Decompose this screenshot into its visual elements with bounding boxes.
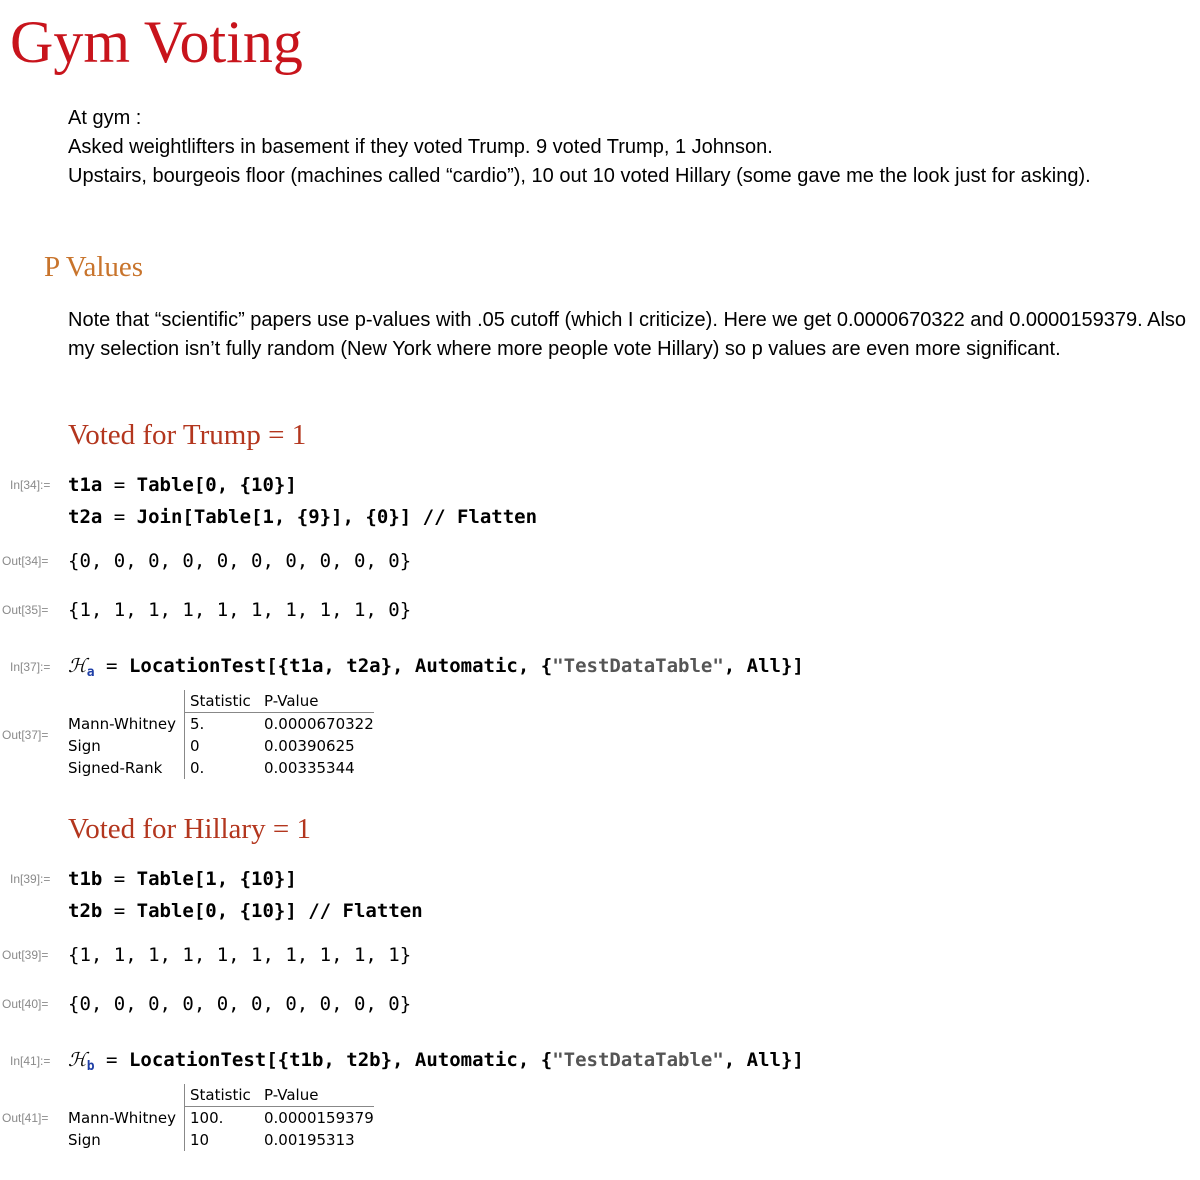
cell-label-out37: Out[37]= <box>2 728 49 742</box>
cell-label-in34: In[34]:= <box>10 478 51 492</box>
column-header-statistic: Statistic <box>185 1084 257 1107</box>
hypothesis-subscript: b <box>86 1059 95 1074</box>
hypothesis-symbol: ℋ <box>68 655 87 677</box>
cell-label-in41: In[41]:= <box>10 1054 51 1068</box>
table-header-row <box>68 690 374 713</box>
cell-label-out40: Out[40]= <box>2 997 49 1011</box>
cell-label-out41: Out[41]= <box>2 1111 49 1125</box>
statistic-value: 5. <box>185 713 257 736</box>
notebook-title: Gym Voting <box>10 9 303 75</box>
input-cell-in37[interactable] <box>68 653 804 686</box>
p-value: 0.00195313 <box>264 1131 355 1149</box>
table-row <box>68 757 374 779</box>
input-cell-in34-line1[interactable] <box>68 472 297 498</box>
intro-line-1: At gym : <box>68 107 142 129</box>
input-cell-in39-line1[interactable] <box>68 866 297 892</box>
cell-label-out39: Out[39]= <box>2 948 49 962</box>
p-value: 0.0000159379 <box>264 1109 374 1127</box>
code-string: "TestDataTable" <box>552 655 724 677</box>
subsection-heading-hillary: Voted for Hillary = 1 <box>68 813 311 845</box>
p-value: 0.00335344 <box>264 759 355 777</box>
code-call-end: , All}] <box>723 1049 804 1071</box>
p-value: 0.0000670322 <box>264 715 374 733</box>
test-name: Mann-Whitney <box>68 714 176 733</box>
cell-label-in37: In[37]:= <box>10 660 51 674</box>
statistic-value: 0 <box>185 735 257 757</box>
table-header-row <box>68 1084 374 1107</box>
statistic-value: 10 <box>185 1129 257 1151</box>
test-name: Sign <box>68 1131 101 1149</box>
intro-line-3: Upstairs, bourgeois floor (machines called “cardio”), 10 out 10 voted Hillary (some gave me the look just for asking). <box>68 165 1091 187</box>
code-lhs: t1a <box>68 474 103 496</box>
hypothesis-symbol: ℋ <box>68 1049 87 1071</box>
statistic-value: 0. <box>185 757 257 779</box>
intro-line-2: Asked weightlifters in basement if they voted Trump. 9 voted Trump, 1 Johnson. <box>68 136 773 158</box>
table-row <box>68 1107 374 1130</box>
column-header-statistic: Statistic <box>185 690 257 713</box>
hypothesis-subscript: a <box>86 665 95 680</box>
code-eq: = <box>102 900 137 922</box>
code-eq: = <box>102 506 137 528</box>
table-corner <box>68 690 185 713</box>
code-call-end: , All}] <box>723 655 804 677</box>
table-row <box>68 1129 374 1151</box>
code-eq: = <box>94 1049 129 1071</box>
column-header-p-value: P-Value <box>256 690 374 713</box>
code-lhs: t1b <box>68 868 103 890</box>
cell-label-out35: Out[35]= <box>2 603 49 617</box>
code-rhs: Join[Table[1, {9}], {0}] // Flatten <box>136 506 538 528</box>
code-string: "TestDataTable" <box>552 1049 724 1071</box>
statistic-value: 100. <box>185 1107 257 1130</box>
code-call: LocationTest[{t1b, t2b}, Automatic, { <box>128 1049 553 1071</box>
table-corner <box>68 1084 185 1107</box>
code-rhs: Table[0, {10}] // Flatten <box>136 900 423 922</box>
cell-label-out34: Out[34]= <box>2 554 49 568</box>
code-eq: = <box>102 474 137 496</box>
code-rhs: Table[0, {10}] <box>136 474 297 496</box>
p-values-text: Note that “scientific” papers use p-values with .05 cutoff (which I criticize). Here we get 0.0000670322 and 0.0000159379. Also my selection isn’t fully random (New York where more people vote Hillary) so p values are even more significant. <box>68 309 1187 360</box>
code-call: LocationTest[{t1a, t2a}, Automatic, { <box>128 655 553 677</box>
code-rhs: Table[1, {10}] <box>136 868 297 890</box>
subsection-heading-trump: Voted for Trump = 1 <box>68 419 307 451</box>
code-eq: = <box>94 655 129 677</box>
test-name: Mann-Whitney <box>68 1108 176 1127</box>
input-cell-in34-line2[interactable] <box>68 504 537 530</box>
output-cell-out39: {1, 1, 1, 1, 1, 1, 1, 1, 1, 1} <box>68 944 412 966</box>
table-row <box>68 713 374 736</box>
output-cell-out34: {0, 0, 0, 0, 0, 0, 0, 0, 0, 0} <box>68 550 412 572</box>
test-data-table-a <box>68 690 374 779</box>
output-cell-out40: {0, 0, 0, 0, 0, 0, 0, 0, 0, 0} <box>68 993 412 1015</box>
code-eq: = <box>102 868 137 890</box>
section-heading-p-values: P Values <box>44 251 144 283</box>
table-row <box>68 735 374 757</box>
test-name: Sign <box>68 737 101 755</box>
test-data-table-b <box>68 1084 374 1151</box>
input-cell-in41[interactable] <box>68 1047 804 1080</box>
test-name: Signed-Rank <box>68 759 163 777</box>
column-header-p-value: P-Value <box>256 1084 374 1107</box>
code-lhs: t2b <box>68 900 103 922</box>
code-lhs: t2a <box>68 506 103 528</box>
output-cell-out35: {1, 1, 1, 1, 1, 1, 1, 1, 1, 0} <box>68 599 412 621</box>
cell-label-in39: In[39]:= <box>10 872 51 886</box>
input-cell-in39-line2[interactable] <box>68 898 423 924</box>
p-value: 0.00390625 <box>264 737 355 755</box>
